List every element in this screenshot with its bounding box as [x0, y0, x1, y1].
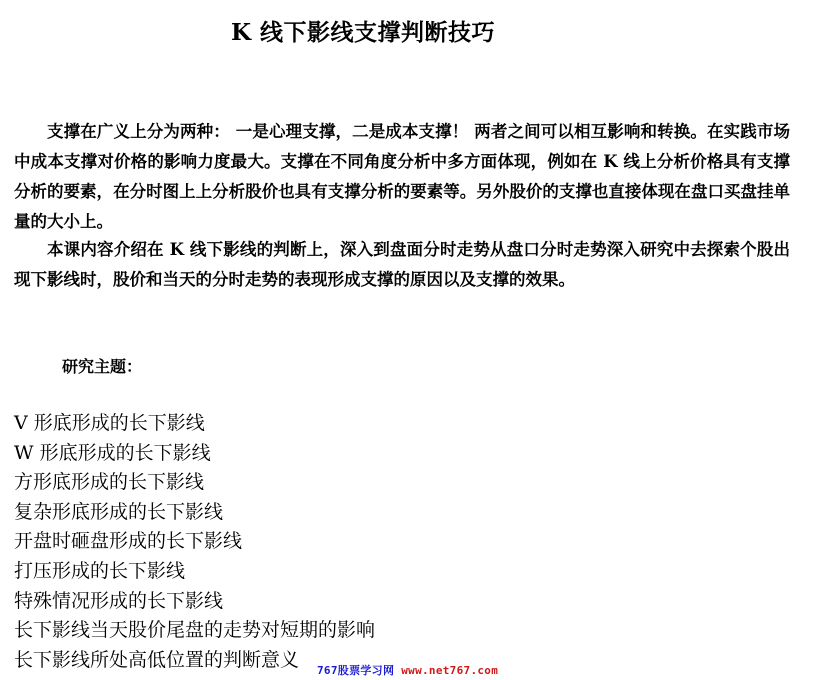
site-watermark [317, 662, 498, 678]
course-description-paragraph: 本课内容介绍在 K 线下影线的判断上，深入到盘面分时走势从盘口分时走势深入研究中去探索个股出现下影线时，股价和当天的分时走势的表现形成支撑的原因以及支撑的效果。 [14, 240, 790, 289]
topic-item: 长下影线所处高低位置的判断意义 [14, 648, 300, 671]
topic-item: W 形底形成的长下影线 [14, 441, 211, 464]
topic-item: V 形底形成的长下影线 [14, 412, 205, 434]
topic-item: 方形底形成的长下影线 [14, 471, 205, 494]
topic-item: 打压形成的长下影线 [14, 559, 186, 582]
intro-paragraph: 支撑在广义上分为两种： 一是心理支撑，二是成本支撑！ 两者之间可以相互影响和转换。在实践市场中成本支撑对价格的影响力度最大。支撑在不同角度分析中多方面体现，例如在 K 线上分析价格具有支撑分析的要素，在分时图上上分析股价也具有支撑分析的要素等。另外股价的支撑也直接体现在盘口买盘挂单量的大小上。 [14, 122, 790, 231]
topic-item: 复杂形底形成的长下影线 [14, 500, 224, 523]
topic-item: 特殊情况形成的长下影线 [14, 589, 224, 612]
topics-list [14, 409, 375, 675]
watermark-url: www.net767.com [401, 664, 499, 677]
topic-item: 长下影线当天股价尾盘的走势对短期的影响 [14, 619, 376, 642]
topics-heading: 研究主题： [62, 357, 143, 376]
topic-item: 开盘时砸盘形成的长下影线 [14, 530, 243, 553]
document-title: K 线下影线支撑判断技巧 [231, 19, 495, 46]
watermark-site-name: 767股票学习网 [317, 664, 395, 677]
